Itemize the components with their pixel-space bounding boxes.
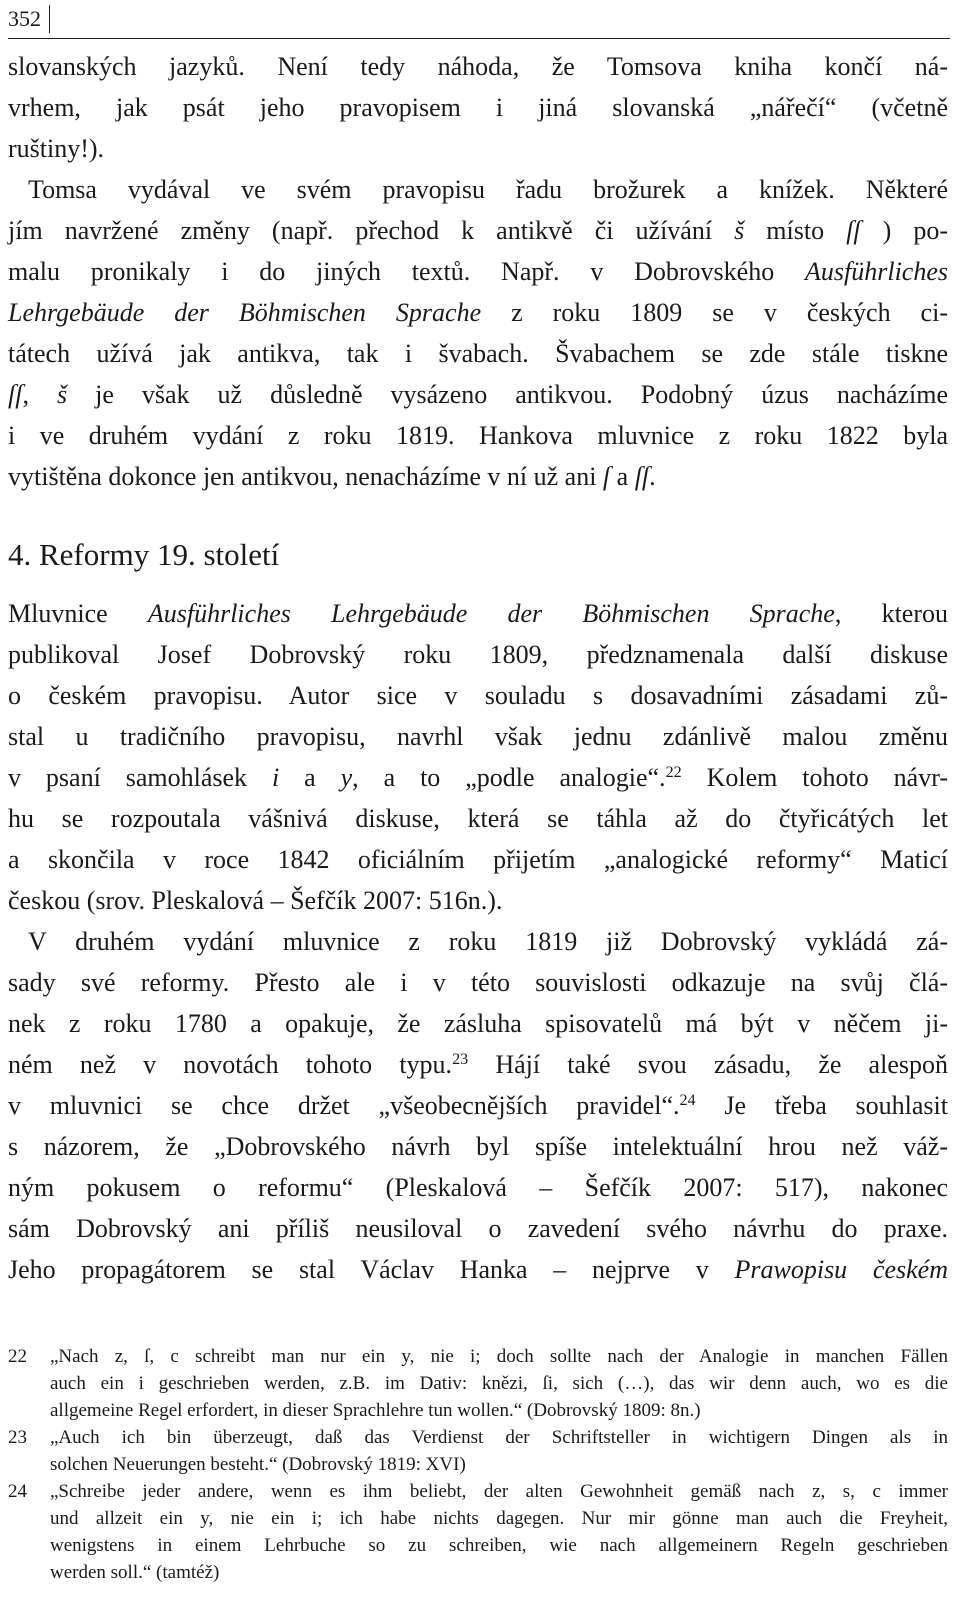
footnote-number: 24 [8,1481,27,1502]
footnote-number: 22 [8,1346,27,1367]
text-line: slovanských jazyků. Není tedy náhoda, že Tomsova kniha končí ná- [8,52,948,81]
text-line: s názorem, že „Dobrovského návrh byl spíše intelektuální hrou než váž- [8,1132,948,1161]
text-line: ruštiny!). [8,134,105,163]
text-line: Lehrgebäude der Böhmischen Sprache z roku 1809 se v českých ci- [8,298,948,327]
footnote-ref: 23 [452,1051,469,1069]
text-line: V druhém vydání mluvnice z roku 1819 již Dobrovský vykládá zá- [28,927,948,956]
footnote-line: auch ein i geschrieben werden, z.B. im Dativ: knězi, ſi, sich (…), das wir denn auch, wo es die [50,1373,948,1394]
text-line: Jeho propagátorem se stal Václav Hanka – nejprve v Prawopisu českém [8,1255,948,1284]
text-line: českou (srov. Pleskalová – Šefčík 2007: 516n.). [8,886,503,915]
text-line: sady své reformy. Přesto ale i v této souvislosti odkazuje na svůj člá- [8,968,948,997]
page-number: 352 [8,5,50,33]
footnote-line: solchen Neuerungen besteht.“ (Dobrovský 1819: XVI) [50,1454,466,1475]
footnote-22: 22 „Nach z, ſ, c schreibt man nur ein y, nie i; doch sollte nach der Analogie in manchen Fällen [8,1346,948,1367]
text-line: ným pokusem o reformu“ (Pleskalová – Šefčík 2007: 517), nakonec [8,1173,948,1202]
text-line: Mluvnice Ausführliches Lehrgebäude der Böhmischen Sprache, kterou [8,599,948,628]
footnote-line: wenigstens in einem Lehrbuche so zu schreiben, wie nach allgemeinern Regeln geschrieben [50,1535,948,1556]
text-line: v psaní samohlásek i a y, a to „podle analogie“.$^{22}$ Kolem tohoto návr- [8,763,949,792]
text-line: ſſ, š je však už důsledně vysázeno antikvou. Podobný úzus nacházíme [8,380,949,409]
text-line: sám Dobrovský ani příliš neusiloval o zavedení svého návrhu do praxe. [8,1214,948,1243]
text-line: v mluvnici se chce držet „všeobecnějších pravidel“.$^{24}$ Je třeba souhlasit [8,1091,948,1120]
text-line: a skončila v roce 1842 oficiálním přijetím „analogické reformy“ Maticí [8,845,948,874]
text-line: jím navržené změny (např. přechod k antikvě či užívání š místo ſſ ) po- [8,216,948,245]
footnote-line: werden soll.“ (tamtéž) [50,1562,220,1583]
footnote-line: und allzeit ein y, nie ein i; ich habe nichts dagegen. Nur mir gönne man auch die Freyheit, [50,1508,948,1529]
text-line: o českém pravopisu. Autor sice v souladu s dosavadními zásadami zů- [8,681,948,710]
footnote-ref: 24 [679,1092,696,1110]
text-line: vrhem, jak psát jeho pravopisem i jiná slovanská „nářečí“ (včetně [8,93,948,122]
text-line: vytištěna dokonce jen antikvou, nenacházíme v ní už ani ſ a ſſ. [8,462,656,491]
text-line: hu se rozpoutala vášnivá diskuse, která se táhla až do čtyřicátých let [8,804,948,833]
footnote-line: allgemeine Regel erfordert, in dieser Sprachlehre tun wollen.“ (Dobrovský 1809: 8n.) [50,1400,701,1421]
page-header [8,0,950,39]
section-heading: 4. Reformy 19. století [8,537,280,572]
footnote-23: 23 „Auch ich bin überzeugt, daß das Verdienst der Schriftsteller in wichtigern Dingen als in [8,1427,948,1448]
text-line: malu pronikaly i do jiných textů. Např. v Dobrovského Ausführliches [8,257,948,286]
text-line: i ve druhém vydání z roku 1819. Hankova mluvnice z roku 1822 byla [8,421,948,450]
text-line: ném než v novotách tohoto typu.$^{23}$ Hájí také svou zásadu, že alespoň [8,1050,948,1079]
text-line: publikoval Josef Dobrovský roku 1809, předznamenala další diskuse [8,640,948,669]
text-line: Tomsa vydával ve svém pravopisu řadu brožurek a knížek. Některé [28,175,948,204]
footnote-ref: 22 [665,764,682,782]
text-line: stal u tradičního pravopisu, navrhl však jednu zdánlivě malou změnu [8,722,948,751]
footnote-24: 24 „Schreibe jeder andere, wenn es ihm beliebt, der alten Gewohnheit gemäß nach z, s, c immer [8,1481,948,1502]
text-line: nek z roku 1780 a opakuje, že zásluha spisovatelů má být v něčem ji- [8,1009,948,1038]
text-line: tátech užívá jak antikva, tak i švabach. Švabachem se zde stále tiskne [8,339,948,368]
footnote-number: 23 [8,1427,27,1448]
